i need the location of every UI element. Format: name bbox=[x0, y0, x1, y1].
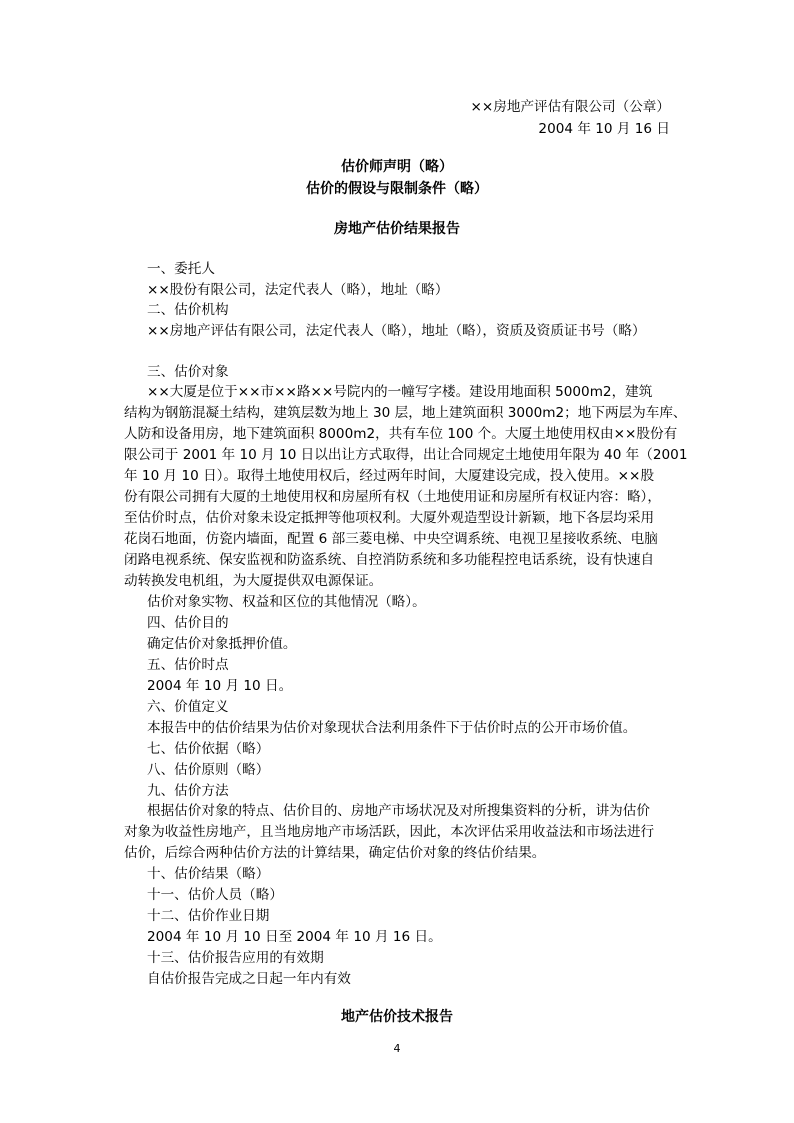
section-title: 三、估价对象 bbox=[147, 364, 229, 380]
section-title: 一、委托人 bbox=[147, 261, 215, 277]
paragraph-line: ××大厦是位于××市××路××号院内的一幢写字楼。建设用地面积 5000m2，建筑 bbox=[147, 384, 653, 400]
heading-technical-report: 地产估价技术报告 bbox=[341, 1009, 453, 1025]
paragraph-line: 至估价时点，估价对象未设定抵押等他项权利。大厦外观造型设计新颖，地下各层均采用 bbox=[124, 510, 655, 526]
paragraph-line: 花岗石地面，仿瓷内墙面，配置 6 部三菱电梯、中央空调系统、电视卫星接收系统、电脑 bbox=[124, 531, 658, 547]
paragraph-line: 限公司于 2001 年 10 月 10 日以出让方式取得，出让合同规定土地使用年限为 40 年（2001 bbox=[124, 447, 688, 463]
section-title: 八、估价原则（略） bbox=[147, 762, 270, 778]
paragraph-line: 动转换发电机组，为大厦提供双电源保证。 bbox=[124, 573, 383, 589]
section-title: 十三、估价报告应用的有效期 bbox=[147, 950, 324, 966]
company-seal-line: ××房地产评估有限公司（公章） bbox=[470, 99, 670, 115]
paragraph-line: 人防和设备用房，地下建筑面积 8000m2，共有车位 100 个。大厦土地使用权由××股份有 bbox=[124, 426, 678, 442]
section-title: 七、估价依据（略） bbox=[147, 741, 270, 757]
section-title: 九、估价方法 bbox=[147, 783, 229, 799]
paragraph-line: ××股份有限公司，法定代表人（略），地址（略） bbox=[147, 282, 449, 298]
paragraph-line: 年 10 月 10 日）。取得土地使用权后，经过两年时间，大厦建设完成，投入使用。××股 bbox=[124, 468, 655, 484]
paragraph-line: 估价对象实物、权益和区位的其他情况（略）。 bbox=[147, 594, 426, 610]
paragraph-line: 份有限公司拥有大厦的土地使用权和房屋所有权（土地使用证和房屋所有权证内容：略）， bbox=[124, 489, 661, 505]
page-number: 4 bbox=[393, 1042, 401, 1055]
section-title: 二、估价机构 bbox=[147, 302, 229, 318]
heading-assumptions: 估价的假设与限制条件（略） bbox=[306, 181, 488, 197]
section-title: 十、估价结果（略） bbox=[147, 866, 270, 882]
paragraph-line: 确定估价对象抵押价值。 bbox=[147, 636, 297, 652]
paragraph-line: 结构为钢筋混凝土结构，建筑层数为地上 30 层，地上建筑面积 3000m2；地下两层为车库、 bbox=[124, 405, 687, 421]
heading-result-report: 房地产估价结果报告 bbox=[334, 221, 460, 237]
paragraph-line: 对象为收益性房地产，且当地房地产市场活跃，因此，本次评估采用收益法和市场法进行 bbox=[124, 824, 655, 840]
section-title: 六、价值定义 bbox=[147, 699, 229, 715]
paragraph-line: 2004 年 10 月 10 日。 bbox=[147, 678, 293, 694]
report-date: 2004 年 10 月 16 日 bbox=[538, 121, 670, 137]
paragraph-line: 自估价报告完成之日起一年内有效 bbox=[147, 971, 351, 987]
section-title: 十二、估价作业日期 bbox=[147, 908, 270, 924]
paragraph-line: 2004 年 10 月 10 日至 2004 年 10 月 16 日。 bbox=[147, 929, 442, 945]
paragraph-line: ××房地产评估有限公司，法定代表人（略），地址（略），资质及资质证书号（略） bbox=[147, 323, 646, 339]
section-title: 十一、估价人员（略） bbox=[147, 887, 283, 903]
paragraph-line: 本报告中的估价结果为估价对象现状合法利用条件下于估价时点的公开市场价值。 bbox=[147, 720, 637, 736]
paragraph-line: 根据估价对象的特点、估价目的、房地产市场状况及对所搜集资料的分析，讲为估价 bbox=[147, 803, 650, 819]
paragraph-line: 估价，后综合两种估价方法的计算结果，确定估价对象的终估价结果。 bbox=[124, 845, 546, 861]
section-title: 四、估价目的 bbox=[147, 615, 229, 631]
paragraph-line: 闭路电视系统、保安监视和防盗系统、自控消防系统和多功能程控电话系统，设有快速自 bbox=[124, 552, 655, 568]
section-title: 五、估价时点 bbox=[147, 657, 229, 673]
heading-statement: 估价师声明（略） bbox=[341, 159, 453, 175]
